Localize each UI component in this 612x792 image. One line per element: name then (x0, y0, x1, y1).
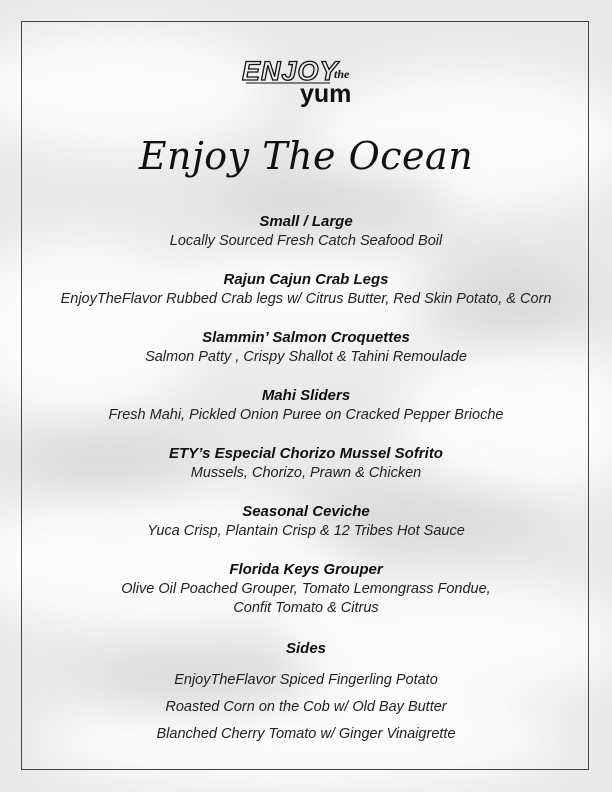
logo-the: the (334, 67, 350, 81)
side-item: EnjoyTheFlavor Spiced Fingerling Potato (174, 672, 438, 688)
side-item: Roasted Corn on the Cob w/ Old Bay Butter (165, 699, 447, 715)
menu-item-description: Mussels, Chorizo, Prawn & Chicken (190, 465, 422, 481)
menu-item-description: Confit Tomato & Citrus (233, 600, 379, 616)
menu-item-name: Florida Keys Grouper (229, 561, 383, 578)
menu-item-description: EnjoyTheFlavor Rubbed Crab legs w/ Citrus Butter, Red Skin Potato, & Corn (60, 291, 552, 307)
menu-item (0, 270, 612, 328)
enjoy-the-yum-logo (238, 50, 378, 108)
menu-item (0, 328, 612, 386)
menu-item-description: Yuca Crisp, Plantain Crisp & 12 Tribes Hot Sauce (147, 523, 465, 539)
logo-yum: yum (300, 80, 352, 108)
menu-item-description: Locally Sourced Fresh Catch Seafood Boil (169, 233, 443, 249)
menu-item-name: Rajun Cajun Crab Legs (223, 271, 389, 288)
menu-item (0, 212, 612, 270)
logo-enjoy: ENJOY (242, 56, 339, 86)
menu-item-name: Mahi Sliders (261, 387, 351, 404)
menu-item-name: Seasonal Ceviche (242, 503, 370, 520)
menu-item-description: Salmon Patty , Crispy Shallot & Tahini Remoulade (145, 349, 467, 365)
menu-item (0, 502, 612, 560)
side-item: Blanched Cherry Tomato w/ Ginger Vinaigrette (156, 726, 456, 742)
menu-item (0, 560, 612, 636)
menu-item-description: Fresh Mahi, Pickled Onion Puree on Cracked Pepper Brioche (108, 407, 504, 423)
menu-item (0, 444, 612, 502)
menu-item-description: Olive Oil Poached Grouper, Tomato Lemongrass Fondue, (121, 581, 491, 597)
menu-item (0, 386, 612, 444)
menu-item-name: ETY’s Especial Chorizo Mussel Sofrito (169, 445, 443, 462)
menu-item-name: Slammin’ Salmon Croquettes (202, 329, 410, 346)
menu-list (0, 212, 612, 752)
page-title: Enjoy The Ocean (138, 134, 474, 178)
sides-heading: Sides (285, 640, 327, 657)
menu-item-name: Small / Large (259, 213, 353, 230)
